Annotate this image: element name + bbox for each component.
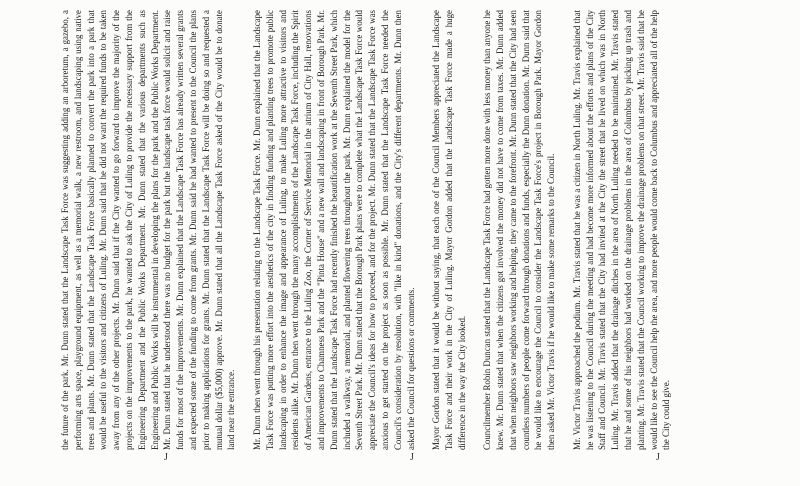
paragraph-park-future: the future of the park. Mr. Dunn stated that the Landscape Task Force was suggesting adding an arboretum, a gazebo, a performing arts space, playground equipment, as well as a memorial walk, a new restroom, and landscaping using native trees and plants. Mr. Dunn stated that the Landscape Task Force basically planned to convert the park into a park that would be useful to the visitors and citizens of Luling. Mr. Dunn said that he did not want the required funds to be taken away from any of the other projects. Mr. Dunn said that if the City wanted to go forward to improve the majority of the projects on the improvements to the park, he wanted to ask the City of Luling to provide the necessary support from the Engineering Department and the Public Works Department. Mr. Dunn stated that the various departments such as Engineering and Public Works will be instrumental in developing the plans for the park and the Public Works Department. Mr. Dunn stated that he understood there was no budget for the park but the landscape task force would solicit and raise funds for most of the improvements. Mr. Dunn explained that the Landscape Task Force has already written several grants and expected some of the funding to come from grants. Mr. Dunn said he had wanted to present to the Council the plans prior to making applications for grants. Mr. Dunn stated that the Landscape Task Force will be doing so and requested a mutual dollar ($5,000) approve. Mr. Dunn stated that all the Landscape Task Force asked of the City would be to donate land near the entrance. [60, 10, 237, 450]
binding-mark-right: J [656, 452, 660, 463]
paragraph-councilmember-duncan: Councilmember Robin Duncan stated that the Landscape Task Force had gotten more done with less money than anyone he knew. Mr. Dunn stated that when the citizens got involved the money did not have to come from taxes. Mr. Dunn added that when neighbors saw neighbors working and helping, they came to the forefront. Mr. Dunn stated that the City had seen countless numbers of people come forward through donations and funds, especially the Dunn donation. Mr. Dunn said that he would like to encourage the Council to consider the Landscape Task Force's project in Borough Park. Mayor Gordon then asked Mr. Victor Travis if he would like to make some remarks to the Council. [482, 10, 557, 450]
paragraph-task-force-presentation: Mr. Dunn then went through his presentation relating to the Landscape Task Force. Mr. Dunn explained that the Landscape Task Force was putting more effort into the aesthetics of the city in finding funding and planting trees to promote public landscaping in order to enhance the image and appearance of Luling, to make Luling more attractive to visitors and residents alike. Mr. Dunn then went through the many accomplishments of the Landscape Task Force, including the Spirit of American Gardens, entrance to the Luling Zoo, the Corner of Service Memorial in the atrium of City Hall, renovations and improvements to Chamness Park and the "Pinta House" and a new wall and landscaping in front of Borough Park. Mr. Dunn stated that the Landscape Task Force had recently finished the beautification work at the Seventh Street Park, which included a walkway, a memorial, and planted flowering trees throughout the park. Mr. Dunn explained the model for the Seventh Street Park. Mr. Dunn stated that the Borough Park plans were to complete what the Landscape Task Force would appreciate the Council's ideas for how to proceed, and for the project. Mr. Dunn stated that the Landscape Task Force was anxious to get started on the project as soon as possible. Mr. Dunn stated that the Landscape Task Force needed the Council's consideration by resolution, with "like in kind" donations, and the City's different departments. Mr. Dunn then asked the Council for questions or comments. [251, 10, 416, 450]
binding-mark-center: J [410, 452, 414, 463]
paragraph-victor-travis: Mr. Victor Travis approached the podium. Mr. Travis stated that he was a citizen in North Luling. Mr. Travis explained that he was listening to the Council during the meeting and had become more informed about the efforts and plans of the City Staff and Council. Mr. Travis stated that the City had invited at the City the street that he lived on which was in North Luling. Mr. Travis added that the drainage ditches in the area of North Luling needed to be maintained. Mr. Travis stated that he and some of his neighbors had worked on the drainage problems in the area of Columbus by picking up trash and planting. Mr. Travis stated that the Council working to improve the drainage problems on that street. Mr. Travis said that he would like to see the Council help the area, and more people would come back to Columbus and appreciated all of the help the City could give. [571, 10, 672, 450]
binding-mark-left: J [164, 452, 168, 463]
paragraph-mayor-gordon: Mayor Gordon stated that it would be without saying, that each one of the Council Members appreciated the Landscape Task Force and their work in the City of Luling. Mayor Gordon added that the Landscape Task Force made a huge difference in the way the City looked. [431, 10, 467, 450]
rotated-document-body [59, 10, 672, 450]
